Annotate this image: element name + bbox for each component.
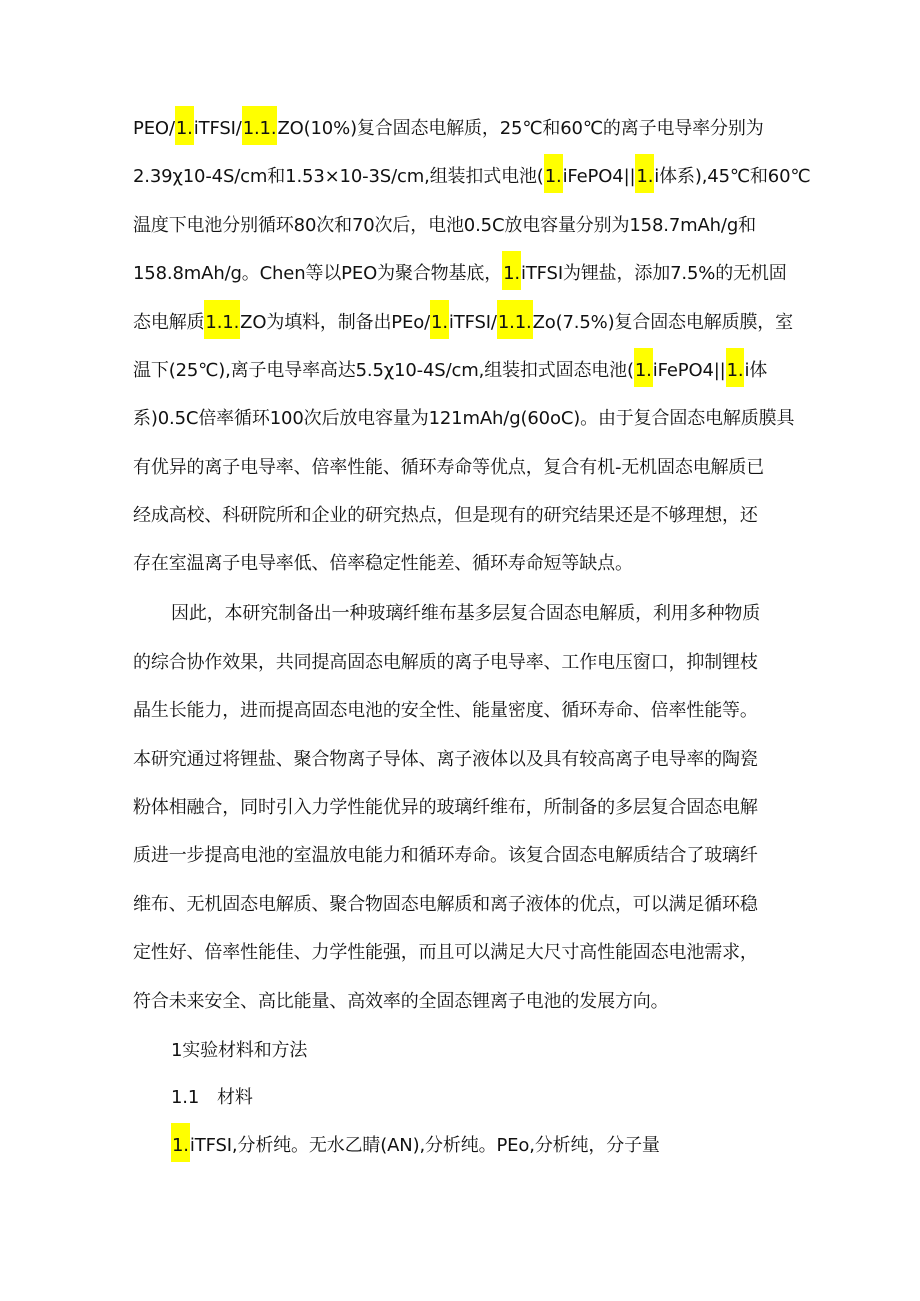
highlighted-text: 1. <box>502 251 521 290</box>
text-line: 定性好、倍率性能佳、力学性能强，而且可以满足大尺寸高性能固态电池需求， <box>133 942 758 963</box>
text-line: 的综合协作效果，共同提高固态电解质的离子电导率、工作电压窗口，抑制锂枝 <box>133 652 758 673</box>
highlighted-text: 1.1. <box>204 300 240 339</box>
text-run: iFePO4|| <box>652 360 726 381</box>
text-line: 维布、无机固态电解质、聚合物固态电解质和离子液体的优点，可以满足循环稳 <box>133 894 758 915</box>
highlighted-text: 1. <box>635 154 654 193</box>
text-line: 晶生长能力，进而提高固态电池的安全性、能量密度、循环寿命、倍率性能等。 <box>133 700 758 721</box>
highlighted-text: 1. <box>175 106 194 145</box>
text-run: iTFSI/ <box>448 312 497 333</box>
text-line <box>133 404 800 434</box>
highlighted-text: 1. <box>171 1123 190 1162</box>
text-line: 符合未来安全、高比能量、高效率的全固态锂离子电池的发展方向。 <box>133 991 669 1012</box>
highlighted-text: 1.1. <box>497 300 533 339</box>
text-run: 系)0.5C倍率循环100次后放电容量为121mAh∕g(60oC)。由于复合固态电解质膜具 <box>133 408 795 429</box>
text-line <box>133 162 811 192</box>
text-run: 有优异的离子电导率、倍率性能、循环寿命等优点，复合有机-无机固态电解质已 <box>133 457 765 478</box>
text-line <box>133 453 800 483</box>
text-line: 本研究通过将锂盐、聚合物离子导体、离子液体以及具有较高离子电导率的陶瓷 <box>133 749 758 770</box>
subsection-heading: 1.1 材料 <box>171 1087 253 1108</box>
text-line <box>133 114 800 144</box>
text-line: 因此，本研究制备出一种玻璃纤维布基多层复合固态电解质，利用多种物质 <box>171 603 761 624</box>
text-run: iTFSI/ <box>193 118 242 139</box>
text-run: 态电解质 <box>133 312 205 333</box>
text-line <box>133 259 800 289</box>
text-line <box>133 549 800 579</box>
text-run: ZO为填料，制备出PEo/ <box>240 312 431 333</box>
text-run: 2.39χ10-4S∕cm和1.53×10-3S/cm,组装扣式电池( <box>133 166 544 187</box>
highlighted-text: 1. <box>544 154 563 193</box>
text-run: iFePO4|| <box>562 166 636 187</box>
text-line <box>133 501 800 531</box>
text-run: i体系),45℃和60℃ <box>654 166 811 187</box>
highlighted-text: 1.1. <box>242 106 278 145</box>
text-run: 经成高校、科研院所和企业的研究热点，但是现有的研究结果还是不够理想，还 <box>133 505 758 526</box>
text-run: i体 <box>744 360 768 381</box>
text-line <box>133 211 800 241</box>
section-heading: 1实验材料和方法 <box>171 1040 308 1061</box>
text-line: 粉体相融合，同时引入力学性能优异的玻璃纤维布，所制备的多层复合固态电解 <box>133 797 758 818</box>
text-run: 存在室温离子电导率低、倍率稳定性能差、循环寿命短等缺点。 <box>133 553 633 574</box>
highlighted-text: 1. <box>726 348 745 387</box>
highlighted-text: 1. <box>430 300 449 339</box>
text-run: Zo(7.5%)复合固态电解质膜，室 <box>532 312 793 333</box>
materials-line <box>171 1131 800 1161</box>
text-line <box>133 308 800 338</box>
text-run: iTFSI为锂盐，添加7.5%的无机固 <box>520 263 787 284</box>
text-run: PEO/ <box>133 118 175 139</box>
text-run: 温下(25℃),离子电导率高达5.5χ10-4S/cm,组装扣式固态电池( <box>133 360 634 381</box>
highlighted-text: 1. <box>634 348 653 387</box>
text-run: iTFSI,分析纯。无水乙睛(AN),分析纯。PEo,分析纯，分子量 <box>189 1135 660 1156</box>
text-line <box>133 356 800 386</box>
text-run: ZO(10%)复合固态电解质，25℃和60℃的离子电导率分别为 <box>277 118 764 139</box>
text-run: 158.8mAh∕g。Chen等以PEO为聚合物基底， <box>133 263 503 284</box>
text-line: 质进一步提高电池的室温放电能力和循环寿命。该复合固态电解质结合了玻璃纤 <box>133 845 758 866</box>
text-run: 温度下电池分别循环80次和70次后，电池0.5C放电容量分别为158.7mAh/g和 <box>133 215 756 236</box>
